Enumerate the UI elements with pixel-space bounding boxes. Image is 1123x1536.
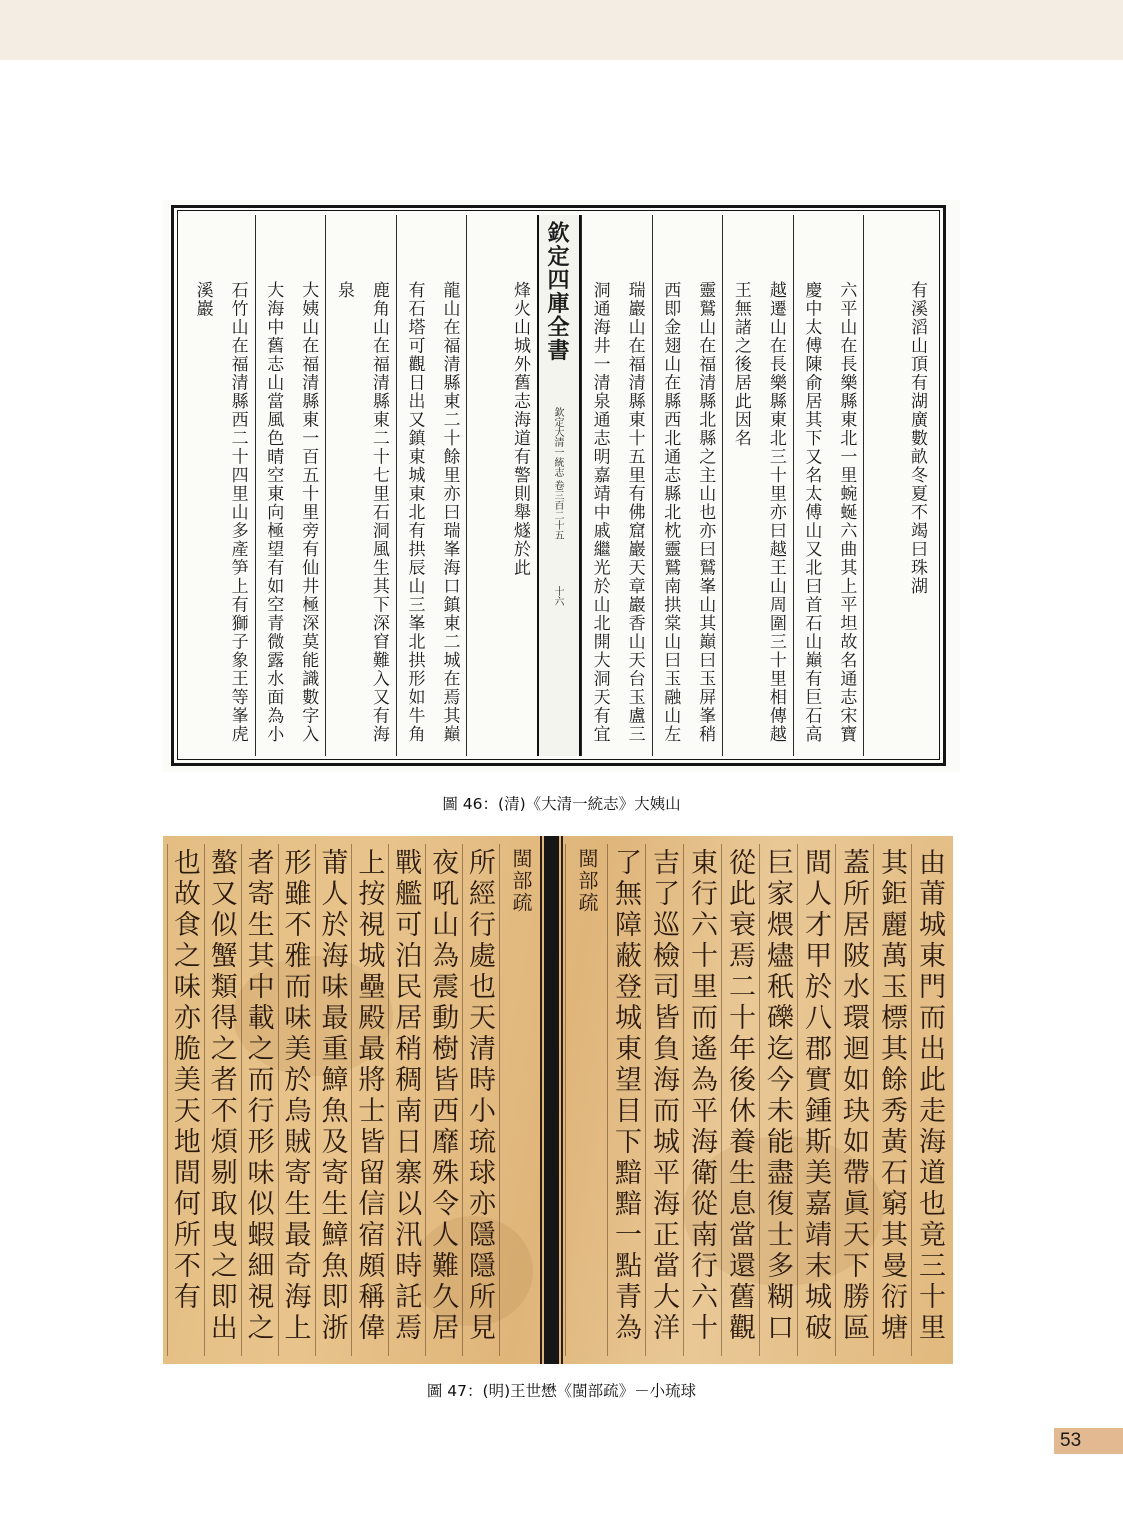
right-page	[565, 844, 949, 1356]
text-column: 所經行處也天清時小琉球亦隱隱所見	[462, 844, 499, 1356]
text-column: 螯又似蟹類得之者不煩剔取曳之即出	[204, 844, 241, 1356]
book-title: 欽定四庫全書	[544, 221, 571, 362]
left-page	[167, 844, 541, 1356]
text-column: 由莆城東門而出此走海道也竟三十里	[911, 844, 949, 1356]
text-column: 六平山在長樂縣東北一里蜿蜒六曲其上平坦故名通志宋寶慶中太傅陳俞居其下又名太傅山又北曰首石山巔有巨石高	[793, 215, 864, 756]
figure-46-image	[163, 200, 960, 772]
center-fold-column	[537, 215, 581, 756]
text-column: 從此衰焉二十年後休養生息當還舊觀	[721, 844, 759, 1356]
text-column: 形雖不雅而味美於烏賊寄生最奇海上	[278, 844, 315, 1356]
text-column: 間人才甲於八郡實鍾斯美嘉靖末城破	[797, 844, 835, 1356]
figure-47-image	[163, 836, 953, 1364]
text-column: 夜吼山為震動樹皆西靡殊令人難久居	[425, 844, 462, 1356]
text-column: 烽火山城外舊志海道有警則舉燧於此	[466, 215, 537, 756]
text-column: 者寄生其中載之而行形味似蝦細視之	[241, 844, 278, 1356]
leaf-number: 十六	[552, 585, 564, 606]
text-column: 有溪滔山頂有湖廣數畝冬夏不竭曰珠湖	[863, 215, 934, 756]
text-column: 也故食之味亦脆美天地間何所不有	[167, 844, 204, 1356]
gutter-line	[561, 836, 563, 1364]
book-gutter	[544, 836, 559, 1364]
text-column: 龍山在福清縣東二十餘里亦曰瑞峯海口鎮東二城在焉其巔有石塔可觀日出又鎮東城東北有拱辰山三峯北拱形如牛角	[396, 215, 467, 756]
text-column: 大姨山在福清縣東一百五十里旁有仙井極深莫能識數字入大海中舊志山當風色晴空東向極望有如空青微露水面為小	[255, 215, 326, 756]
text-column: 瑞巖山在福清縣東十五里有佛窟巖天章巖香山天台玉盧三洞通海井一清泉通志明嘉靖中戚繼光於山北開大洞天有宜	[581, 215, 652, 756]
text-column: 吉了巡檢司皆負海而城平海正當大洋	[645, 844, 683, 1356]
text-column: 石竹山在福清縣西二十四里山多產笋上有獅子象王等峯虎溪巖	[192, 281, 248, 744]
text-column: 了無障蔽登城東望目下黯黯一點青為	[607, 844, 645, 1356]
gutter-line	[540, 836, 542, 1364]
text-column: 靈鷲山在福清縣北縣之主山也亦曰鷲峯山其巔曰玉屏峯稍西即金翅山在縣西北通志縣北枕靈鷲南拱棠山曰玉融山左	[652, 215, 723, 756]
text-column: 上按視城壘殿最將士皆留信宿頗稱偉	[351, 844, 388, 1356]
text-column: 其鉅麗萬玉標其餘秀黃石窮其曼衍塘	[873, 844, 911, 1356]
page-number: 53	[1054, 1428, 1123, 1454]
text-column: 莆人於海味最重鱆魚及寄生鱆魚即浙	[315, 844, 352, 1356]
figure-46-caption: 圖 46：(清)《大清一統志》大姨山	[442, 795, 681, 813]
text-columns	[185, 215, 934, 756]
text-column: 巨家煨燼秖礫迄今未能盡復士多糊口	[759, 844, 797, 1356]
text-column: 東行六十里而遙為平海衛從南行六十	[683, 844, 721, 1356]
header-band	[0, 0, 1123, 60]
text-column: 戰艦可泊民居稍稠南日寨以汛時託焉	[388, 844, 425, 1356]
margin-title: 閩部疏	[499, 844, 541, 1356]
volume-label: 欽定大清一統志 卷三百二十五	[552, 407, 564, 541]
text-column: 蓋所居陂水環迴如玦如帶眞天下勝區	[835, 844, 873, 1356]
text-column: 鹿角山在福清縣東二十七里石洞風生其下深窅難入又有海泉	[325, 215, 396, 756]
margin-title: 閩部疏	[565, 844, 607, 1356]
text-column: 越遷山在長樂縣東北三十里亦曰越王山周圍三十里相傳越王無諸之後居此因名	[722, 215, 793, 756]
figure-47-caption: 圖 47：(明)王世懋《閩部疏》－小琉球	[426, 1382, 697, 1400]
